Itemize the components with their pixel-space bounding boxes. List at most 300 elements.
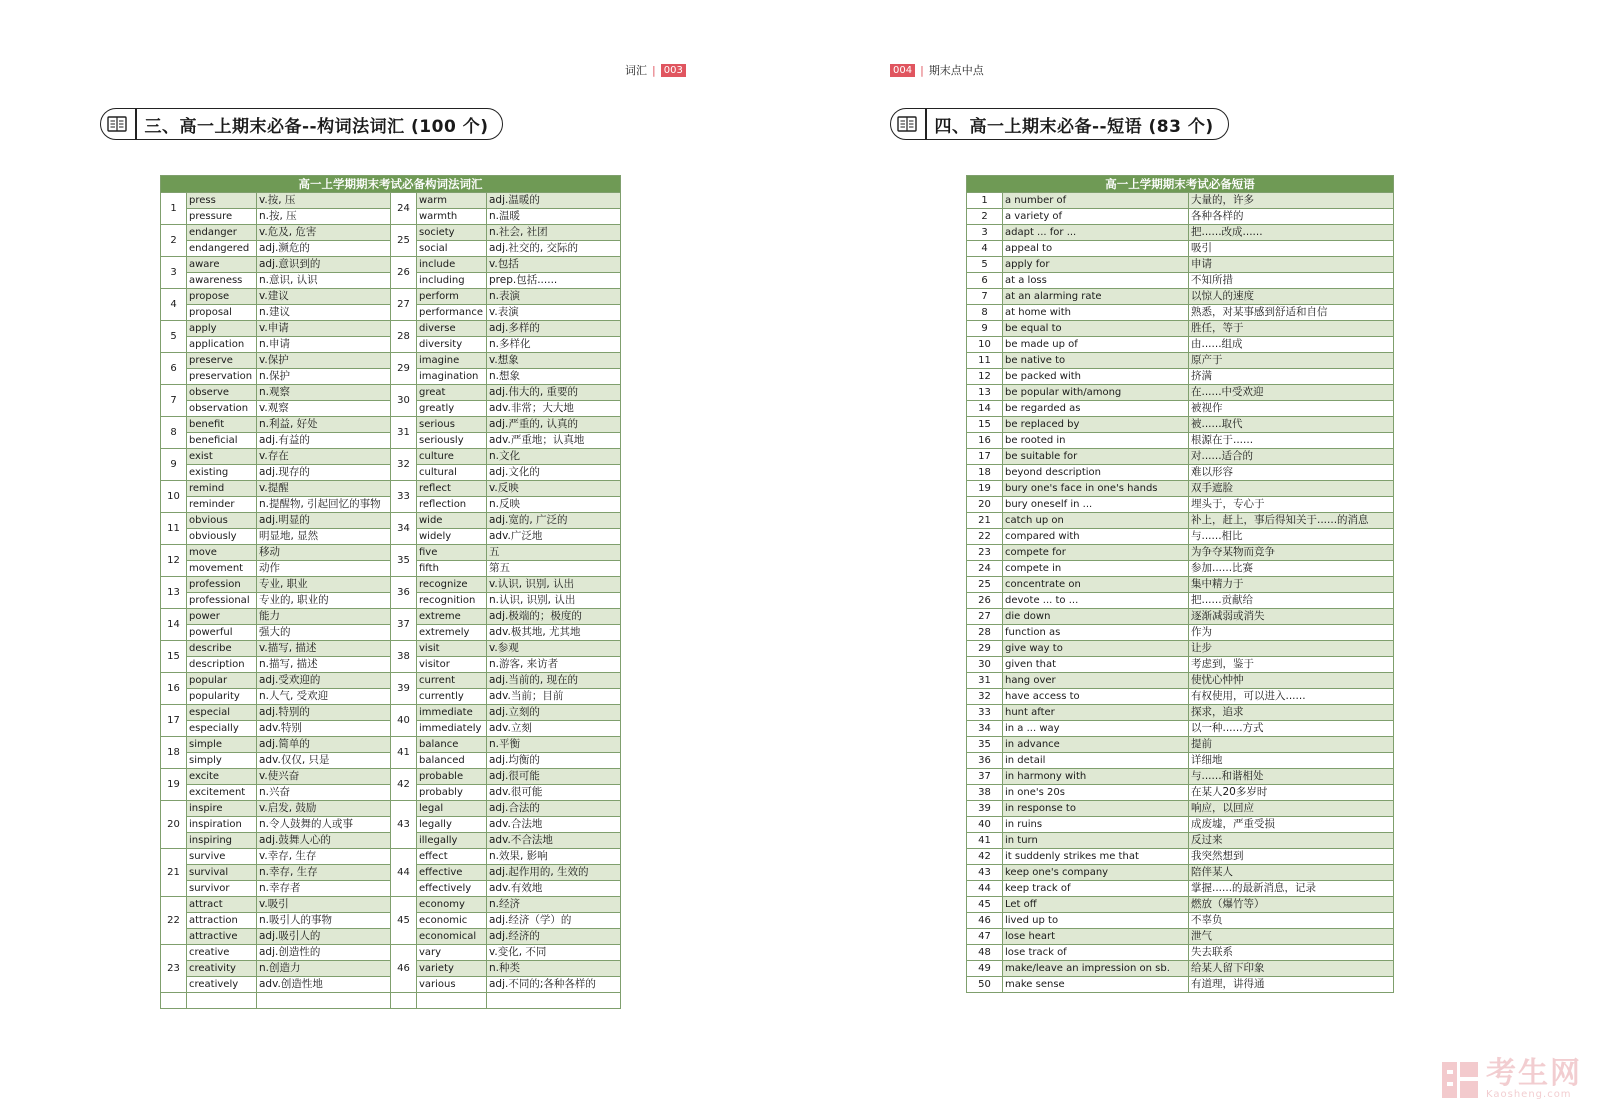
row-number: 42 <box>967 849 1003 865</box>
word-cell: remind <box>187 481 257 497</box>
word-cell: popular <box>187 673 257 689</box>
table-row <box>967 721 1394 737</box>
meaning-cell: 明显地, 显然 <box>257 529 391 545</box>
meaning-cell: 强大的 <box>257 625 391 641</box>
meaning-cell: adj.明显的 <box>257 513 391 529</box>
phrase-cell: be packed with <box>1003 369 1189 385</box>
meaning-cell: 反过来 <box>1189 833 1394 849</box>
meaning-cell: 专业的, 职业的 <box>257 593 391 609</box>
meaning-cell: 熟悉，对某事感到舒适和自信 <box>1189 305 1394 321</box>
table-row <box>161 353 621 369</box>
table-row <box>967 337 1394 353</box>
table-row <box>967 785 1394 801</box>
group-number: 37 <box>391 609 417 641</box>
row-number: 41 <box>967 833 1003 849</box>
meaning-cell: adj.经济的 <box>487 929 621 945</box>
word-cell: imagination <box>417 369 487 385</box>
meaning-cell: 难以形容 <box>1189 465 1394 481</box>
word-cell: diversity <box>417 337 487 353</box>
phrase-cell: lived up to <box>1003 913 1189 929</box>
meaning-cell: 使忧心忡忡 <box>1189 673 1394 689</box>
table-row <box>967 817 1394 833</box>
meaning-cell: n.按, 压 <box>257 209 391 225</box>
phrase-cell: give way to <box>1003 641 1189 657</box>
watermark <box>1440 1056 1582 1100</box>
meaning-cell: adj.意识到的 <box>257 257 391 273</box>
group-number: 33 <box>391 481 417 513</box>
meaning-cell: n.种类 <box>487 961 621 977</box>
meaning-cell: v.吸引 <box>257 897 391 913</box>
meaning-cell: adj.宽的, 广泛的 <box>487 513 621 529</box>
meaning-cell: n.平衡 <box>487 737 621 753</box>
table-row <box>161 545 621 561</box>
meaning-cell: 给某人留下印象 <box>1189 961 1394 977</box>
meaning-cell: 吸引 <box>1189 241 1394 257</box>
row-number: 6 <box>967 273 1003 289</box>
row-number: 18 <box>967 465 1003 481</box>
word-cell: survivor <box>187 881 257 897</box>
table-row <box>161 481 621 497</box>
meaning-cell: adj.不同的;各种各样的 <box>487 977 621 993</box>
phrase-cell: in detail <box>1003 753 1189 769</box>
word-cell: creativity <box>187 961 257 977</box>
meaning-cell: 作为 <box>1189 625 1394 641</box>
meaning-cell: 被视作 <box>1189 401 1394 417</box>
group-number: 36 <box>391 577 417 609</box>
table-row <box>967 577 1394 593</box>
watermark-url: Kaosheng.com <box>1486 1089 1572 1100</box>
word-cell: visitor <box>417 657 487 673</box>
word-cell: effective <box>417 865 487 881</box>
meaning-cell: 申请 <box>1189 257 1394 273</box>
row-number: 8 <box>967 305 1003 321</box>
table-row <box>967 961 1394 977</box>
phrase-cell: in one's 20s <box>1003 785 1189 801</box>
meaning-cell: v.使兴奋 <box>257 769 391 785</box>
meaning-cell: n.利益, 好处 <box>257 417 391 433</box>
phrase-cell: at a loss <box>1003 273 1189 289</box>
meaning-cell: v.提醒 <box>257 481 391 497</box>
meaning-cell: adj.简单的 <box>257 737 391 753</box>
meaning-cell: 有权使用，可以进入...... <box>1189 689 1394 705</box>
word-cell: extremely <box>417 625 487 641</box>
word-cell: reflect <box>417 481 487 497</box>
word-cell: illegally <box>417 833 487 849</box>
meaning-cell: adj.经济（学）的 <box>487 913 621 929</box>
meaning-cell: adj.濒危的 <box>257 241 391 257</box>
phrase-cell: lose heart <box>1003 929 1189 945</box>
phrase-cell: be rooted in <box>1003 433 1189 449</box>
group-number: 25 <box>391 225 417 257</box>
meaning-cell: v.参观 <box>487 641 621 657</box>
meaning-cell: n.申请 <box>257 337 391 353</box>
meaning-cell: 能力 <box>257 609 391 625</box>
row-number: 50 <box>967 977 1003 993</box>
group-number: 32 <box>391 449 417 481</box>
meaning-cell: adv.严重地；认真地 <box>487 433 621 449</box>
word-cell: exist <box>187 449 257 465</box>
table-row <box>161 417 621 433</box>
phrase-cell: be native to <box>1003 353 1189 369</box>
word-cell: apply <box>187 321 257 337</box>
meaning-cell: 在某人20多岁时 <box>1189 785 1394 801</box>
empty-cell <box>161 993 187 1009</box>
table-row <box>967 897 1394 913</box>
meaning-cell: adv.有效地 <box>487 881 621 897</box>
table-row <box>161 609 621 625</box>
meaning-cell: v.危及, 危害 <box>257 225 391 241</box>
group-number: 21 <box>161 849 187 897</box>
word-cell: seriously <box>417 433 487 449</box>
table-row <box>161 577 621 593</box>
group-number: 11 <box>161 513 187 545</box>
meaning-cell: v.认识, 识别, 认出 <box>487 577 621 593</box>
phrase-cell: in harmony with <box>1003 769 1189 785</box>
meaning-cell: 探求，追求 <box>1189 705 1394 721</box>
word-cell: creative <box>187 945 257 961</box>
group-number: 1 <box>161 193 187 225</box>
row-number: 27 <box>967 609 1003 625</box>
word-cell: survival <box>187 865 257 881</box>
word-cell: excitement <box>187 785 257 801</box>
meaning-cell: adv.不合法地 <box>487 833 621 849</box>
table-row <box>161 385 621 401</box>
table-row <box>967 465 1394 481</box>
row-number: 23 <box>967 545 1003 561</box>
table-row <box>161 225 621 241</box>
group-number: 39 <box>391 673 417 705</box>
meaning-cell: adj.多样的 <box>487 321 621 337</box>
meaning-cell: 由......组成 <box>1189 337 1394 353</box>
table-row <box>967 209 1394 225</box>
row-number: 11 <box>967 353 1003 369</box>
word-cell: variety <box>417 961 487 977</box>
group-number: 6 <box>161 353 187 385</box>
meaning-cell: n.描写, 描述 <box>257 657 391 673</box>
meaning-cell: adj.极端的；极度的 <box>487 609 621 625</box>
word-cell: proposal <box>187 305 257 321</box>
word-cell: professional <box>187 593 257 609</box>
book-icon <box>897 116 917 132</box>
row-number: 30 <box>967 657 1003 673</box>
phrase-cell: be replaced by <box>1003 417 1189 433</box>
group-number: 22 <box>161 897 187 945</box>
meaning-cell: adv.立刻 <box>487 721 621 737</box>
phrase-cell: hang over <box>1003 673 1189 689</box>
table-row <box>161 705 621 721</box>
empty-cell <box>417 993 487 1009</box>
group-number: 10 <box>161 481 187 513</box>
row-number: 38 <box>967 785 1003 801</box>
phrase-cell: a variety of <box>1003 209 1189 225</box>
table-row <box>967 433 1394 449</box>
phrase-cell: have access to <box>1003 689 1189 705</box>
meaning-cell: 原产于 <box>1189 353 1394 369</box>
meaning-cell: adj.严重的, 认真的 <box>487 417 621 433</box>
table-row <box>161 513 621 529</box>
table-row <box>967 545 1394 561</box>
group-number: 27 <box>391 289 417 321</box>
table-row <box>967 753 1394 769</box>
meaning-cell: adv.仅仅, 只是 <box>257 753 391 769</box>
row-number: 40 <box>967 817 1003 833</box>
meaning-cell: n.反映 <box>487 497 621 513</box>
meaning-cell: 大量的，许多 <box>1189 193 1394 209</box>
word-cell: serious <box>417 417 487 433</box>
meaning-cell: n.效果, 影响 <box>487 849 621 865</box>
meaning-cell: 提前 <box>1189 737 1394 753</box>
phrase-cell: compared with <box>1003 529 1189 545</box>
group-number: 29 <box>391 353 417 385</box>
phrase-cell: make/leave an impression on sb. <box>1003 961 1189 977</box>
word-cell: especial <box>187 705 257 721</box>
phrase-cell: make sense <box>1003 977 1189 993</box>
table-row <box>161 945 621 961</box>
table-row <box>161 801 621 817</box>
meaning-cell: 响应，以回应 <box>1189 801 1394 817</box>
row-number: 32 <box>967 689 1003 705</box>
left-page-header: 词汇 | 003 <box>625 62 686 78</box>
meaning-cell: 五 <box>487 545 621 561</box>
word-cell: recognize <box>417 577 487 593</box>
phrase-cell: at home with <box>1003 305 1189 321</box>
row-number: 1 <box>967 193 1003 209</box>
word-cell: excite <box>187 769 257 785</box>
meaning-cell: n.人气, 受欢迎 <box>257 689 391 705</box>
phrase-cell: concentrate on <box>1003 577 1189 593</box>
row-number: 20 <box>967 497 1003 513</box>
meaning-cell: 参加......比赛 <box>1189 561 1394 577</box>
word-cell: immediate <box>417 705 487 721</box>
meaning-cell: 不辜负 <box>1189 913 1394 929</box>
table-row <box>967 625 1394 641</box>
meaning-cell: 被......取代 <box>1189 417 1394 433</box>
row-number: 25 <box>967 577 1003 593</box>
table-row <box>161 257 621 273</box>
row-number: 10 <box>967 337 1003 353</box>
table-row <box>967 913 1394 929</box>
meaning-cell: 以惊人的速度 <box>1189 289 1394 305</box>
group-number: 30 <box>391 385 417 417</box>
meaning-cell: 专业, 职业 <box>257 577 391 593</box>
meaning-cell: adv.创造性地 <box>257 977 391 993</box>
group-number: 41 <box>391 737 417 769</box>
phrase-cell: function as <box>1003 625 1189 641</box>
word-cell: balanced <box>417 753 487 769</box>
group-number: 35 <box>391 545 417 577</box>
table-row <box>967 529 1394 545</box>
phrase-cell: compete for <box>1003 545 1189 561</box>
word-cell: survive <box>187 849 257 865</box>
word-cell: society <box>417 225 487 241</box>
table-row <box>161 289 621 305</box>
word-cell: attraction <box>187 913 257 929</box>
left-header-label: 词汇 <box>625 64 647 77</box>
meaning-cell: adj.文化的 <box>487 465 621 481</box>
word-cell: observation <box>187 401 257 417</box>
table-row <box>161 897 621 913</box>
row-number: 29 <box>967 641 1003 657</box>
phrase-table <box>966 175 1394 993</box>
row-number: 37 <box>967 769 1003 785</box>
meaning-cell: 在......中受欢迎 <box>1189 385 1394 401</box>
meaning-cell: n.吸引人的事物 <box>257 913 391 929</box>
table-row <box>967 593 1394 609</box>
group-number: 46 <box>391 945 417 993</box>
row-number: 49 <box>967 961 1003 977</box>
word-cell: probably <box>417 785 487 801</box>
row-number: 44 <box>967 881 1003 897</box>
table-row <box>161 849 621 865</box>
word-cell: five <box>417 545 487 561</box>
word-cell: attract <box>187 897 257 913</box>
table-row <box>967 945 1394 961</box>
group-number: 19 <box>161 769 187 801</box>
meaning-cell: v.描写, 描述 <box>257 641 391 657</box>
meaning-cell: adj.当前的, 现在的 <box>487 673 621 689</box>
kaosheng-logo-icon <box>1440 1060 1480 1100</box>
row-number: 43 <box>967 865 1003 881</box>
word-cell: power <box>187 609 257 625</box>
row-number: 47 <box>967 929 1003 945</box>
meaning-cell: n.多样化 <box>487 337 621 353</box>
word-cell: move <box>187 545 257 561</box>
table-row <box>967 705 1394 721</box>
group-number: 20 <box>161 801 187 849</box>
word-cell: obviously <box>187 529 257 545</box>
phrase-cell: compete in <box>1003 561 1189 577</box>
group-number: 14 <box>161 609 187 641</box>
meaning-cell: 为争夺某物而竞争 <box>1189 545 1394 561</box>
meaning-cell: 胜任，等于 <box>1189 321 1394 337</box>
table-row <box>967 273 1394 289</box>
meaning-cell: adj.有益的 <box>257 433 391 449</box>
meaning-cell: 掌握......的最新消息，记录 <box>1189 881 1394 897</box>
meaning-cell: n.文化 <box>487 449 621 465</box>
meaning-cell: adj.很可能 <box>487 769 621 785</box>
meaning-cell: 有道理，讲得通 <box>1189 977 1394 993</box>
meaning-cell: prep.包括...... <box>487 273 621 289</box>
group-number: 26 <box>391 257 417 289</box>
word-cell: warm <box>417 193 487 209</box>
word-cell: legal <box>417 801 487 817</box>
word-cell: economical <box>417 929 487 945</box>
meaning-cell: 把......改成...... <box>1189 225 1394 241</box>
row-number: 26 <box>967 593 1003 609</box>
meaning-cell: adj.社交的, 交际的 <box>487 241 621 257</box>
table-row <box>967 881 1394 897</box>
group-number: 42 <box>391 769 417 801</box>
phrase-cell: catch up on <box>1003 513 1189 529</box>
table-row <box>967 353 1394 369</box>
group-number: 45 <box>391 897 417 945</box>
empty-cell <box>391 993 417 1009</box>
row-number: 24 <box>967 561 1003 577</box>
meaning-cell: v.观察 <box>257 401 391 417</box>
word-cell: greatly <box>417 401 487 417</box>
meaning-cell: 各种各样的 <box>1189 209 1394 225</box>
meaning-cell: 动作 <box>257 561 391 577</box>
meaning-cell: adj.均衡的 <box>487 753 621 769</box>
phrase-cell: keep track of <box>1003 881 1189 897</box>
right-page-header: 004 | 期末点中点 <box>890 62 984 78</box>
meaning-cell: 不知所措 <box>1189 273 1394 289</box>
table-row <box>967 849 1394 865</box>
group-number: 12 <box>161 545 187 577</box>
word-cell: culture <box>417 449 487 465</box>
row-number: 14 <box>967 401 1003 417</box>
table-row <box>967 673 1394 689</box>
meaning-cell: 挤满 <box>1189 369 1394 385</box>
meaning-cell: v.启发, 鼓励 <box>257 801 391 817</box>
group-number: 17 <box>161 705 187 737</box>
table-row <box>967 225 1394 241</box>
word-cell: visit <box>417 641 487 657</box>
meaning-cell: adj.鼓舞人心的 <box>257 833 391 849</box>
right-header-label: 期末点中点 <box>928 64 984 77</box>
table-caption: 高一上学期期末考试必备短语 <box>967 176 1394 193</box>
meaning-cell: 泄气 <box>1189 929 1394 945</box>
table-row <box>161 769 621 785</box>
meaning-cell: n.提醒物, 引起回忆的事物 <box>257 497 391 513</box>
word-cell: profession <box>187 577 257 593</box>
word-cell: powerful <box>187 625 257 641</box>
meaning-cell: n.温暖 <box>487 209 621 225</box>
left-section-title <box>100 108 503 140</box>
word-cell: preserve <box>187 353 257 369</box>
group-number: 13 <box>161 577 187 609</box>
meaning-cell: adj.现存的 <box>257 465 391 481</box>
word-cell: including <box>417 273 487 289</box>
phrase-cell: at an alarming rate <box>1003 289 1189 305</box>
phrase-cell: in ruins <box>1003 817 1189 833</box>
meaning-cell: v.保护 <box>257 353 391 369</box>
meaning-cell: n.意识, 认识 <box>257 273 391 289</box>
group-number: 23 <box>161 945 187 993</box>
word-cell: balance <box>417 737 487 753</box>
table-row <box>967 769 1394 785</box>
table-row <box>967 657 1394 673</box>
group-number: 8 <box>161 417 187 449</box>
word-cell: perform <box>417 289 487 305</box>
phrase-cell: be regarded as <box>1003 401 1189 417</box>
phrase-cell: apply for <box>1003 257 1189 273</box>
word-cell: imagine <box>417 353 487 369</box>
empty-cell <box>187 993 257 1009</box>
meaning-cell: n.认识, 识别, 认出 <box>487 593 621 609</box>
meaning-cell: adv.当前；目前 <box>487 689 621 705</box>
meaning-cell: n.幸存, 生存 <box>257 865 391 881</box>
row-number: 28 <box>967 625 1003 641</box>
group-number: 2 <box>161 225 187 257</box>
meaning-cell: adj.温暖的 <box>487 193 621 209</box>
row-number: 33 <box>967 705 1003 721</box>
word-cell: reflection <box>417 497 487 513</box>
word-cell: economy <box>417 897 487 913</box>
table-row <box>967 241 1394 257</box>
meaning-cell: adv.合法地 <box>487 817 621 833</box>
word-cell: endanger <box>187 225 257 241</box>
phrase-cell: adapt ... for ... <box>1003 225 1189 241</box>
word-cell: attractive <box>187 929 257 945</box>
meaning-cell: 考虑到，鉴于 <box>1189 657 1394 673</box>
meaning-cell: 集中精力于 <box>1189 577 1394 593</box>
word-cell: various <box>417 977 487 993</box>
phrase-cell: be popular with/among <box>1003 385 1189 401</box>
meaning-cell: adj.受欢迎的 <box>257 673 391 689</box>
row-number: 3 <box>967 225 1003 241</box>
table-row <box>967 865 1394 881</box>
